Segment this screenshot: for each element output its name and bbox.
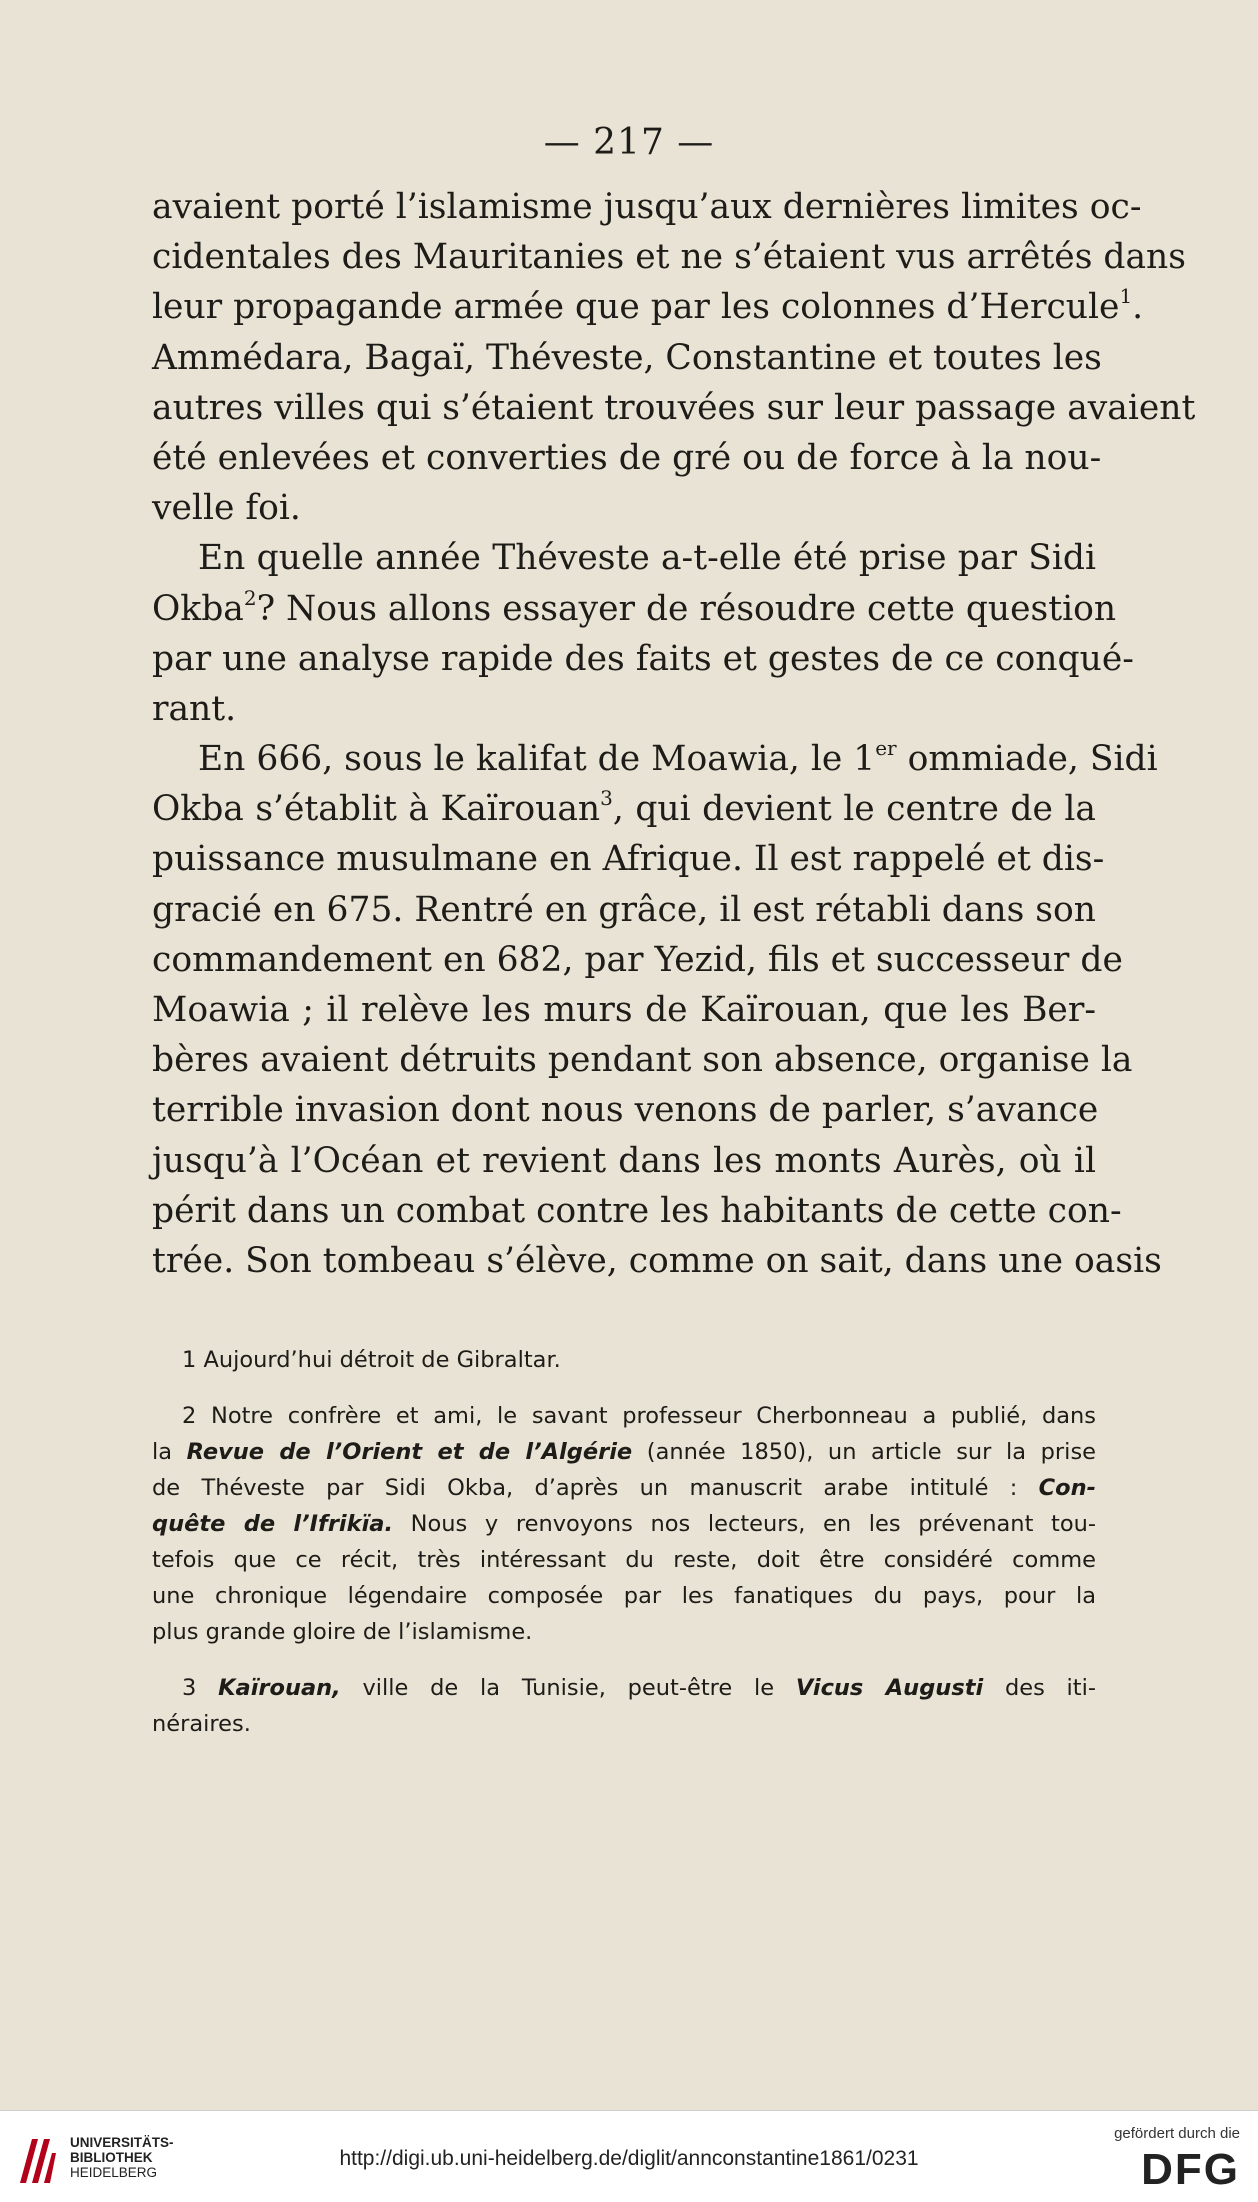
footnote-marker: 3	[600, 786, 613, 811]
footnote-line: quête de l’Ifrikïa. Nous y renvoyons nos lecteurs, en les prévenant tou-	[152, 1511, 1096, 1537]
body-line	[152, 383, 1196, 433]
page-number: — 217 —	[543, 122, 715, 163]
body-line-text: velle foi.	[152, 488, 301, 529]
body-line-text: autres villes qui s’étaient trouvées sur leur passage avaient	[152, 387, 1196, 428]
body-line-text: Okba	[152, 588, 244, 629]
funder-caption: gefördert durch die	[1114, 2125, 1240, 2142]
footnote-line: 3 Kaïrouan, ville de la Tunisie, peut-être le Vicus Augusti des iti-	[182, 1675, 1096, 1701]
body-line-text: puissance musulmane en Afrique. Il est rappelé et dis-	[152, 839, 1105, 880]
body-line	[152, 282, 1144, 332]
body-line	[152, 182, 1142, 232]
footnote-line: 1 Aujourd’hui détroit de Gibraltar.	[182, 1347, 561, 1373]
body-line-text: par une analyse rapide des faits et gestes de ce conqué-	[152, 638, 1134, 679]
footnote-line: une chronique légendaire composée par les fanatiques du pays, pour la	[152, 1583, 1096, 1609]
body-line	[152, 684, 1096, 734]
body-line	[152, 935, 1123, 985]
body-line	[152, 1186, 1122, 1236]
dfg-logo: DFG	[1141, 2145, 1240, 2194]
permalink-url[interactable]: http://digi.ub.uni-heidelberg.de/diglit/annconstantine1861/0231	[339, 2147, 919, 2170]
body-line-text: En quelle année Théveste a-t-elle été prise par Sidi	[198, 538, 1096, 579]
footnote-line: plus grande gloire de l’islamisme.	[152, 1619, 533, 1645]
body-line	[152, 1035, 1133, 1085]
body-line-text: ? Nous allons essayer de résoudre cette question	[256, 588, 1117, 629]
body-line	[152, 533, 1096, 583]
body-line-text: été enlevées et converties de gré ou de force à la nou-	[152, 437, 1102, 478]
footnote-line: de Théveste par Sidi Okba, d’après un manuscrit arabe intitulé : Con-	[152, 1475, 1096, 1501]
body-line-text: , qui devient le centre de la	[612, 789, 1097, 830]
body-line-text: Okba s’établit à Kaïrouan	[152, 789, 601, 830]
library-name-line1: UNIVERSITÄTS-	[70, 2135, 174, 2150]
body-line-text: leur propagande armée que par les colonnes d’Hercule	[152, 287, 1120, 328]
body-line	[152, 1136, 1096, 1186]
footnote-line: néraires.	[152, 1711, 251, 1737]
body-line	[152, 834, 1105, 884]
library-name-line2: BIBLIOTHEK	[70, 2150, 153, 2165]
body-line-text: .	[1132, 287, 1144, 328]
body-line-text: Ammédara, Bagaï, Théveste, Constantine et toutes les	[152, 337, 1102, 378]
body-line	[152, 885, 1096, 935]
body-line	[152, 734, 1158, 784]
body-line	[152, 333, 1102, 383]
body-line-text: commandement en 682, par Yezid, fils et successeur de	[152, 939, 1123, 980]
body-line	[152, 784, 1096, 834]
body-line-text: périt dans un combat contre les habitants de cette con-	[152, 1190, 1122, 1231]
body-line	[152, 483, 1096, 533]
body-line-text: rant.	[152, 688, 237, 729]
body-line	[152, 1236, 1162, 1286]
body-line	[152, 634, 1134, 684]
body-line-text: Moawia ; il relève les murs de Kaïrouan, que les Ber-	[152, 990, 1096, 1030]
body-line	[152, 584, 1117, 634]
footnote-line: tefois que ce récit, très intéressant du reste, doit être considéré comme	[152, 1547, 1096, 1573]
footnote-line: 2 Notre confrère et ami, le savant professeur Cherbonneau a publié, dans	[182, 1403, 1096, 1429]
footnotes	[152, 1342, 1096, 1742]
footnote-marker: 1	[1119, 284, 1133, 309]
body-line	[152, 232, 1186, 282]
footnote-line: la Revue de l’Orient et de l’Algérie (année 1850), un article sur la prise	[152, 1439, 1097, 1465]
body-line-text: En 666, sous le kalifat de Moawia, le 1	[198, 739, 876, 780]
body-line-text: trée. Son tombeau s’élève, comme on sait, dans une oasis	[152, 1240, 1162, 1281]
body-line-text: jusqu’à l’Océan et revient dans les monts Aurès, où il	[152, 1140, 1096, 1181]
viewer-footer	[0, 2110, 1258, 2202]
body-line-text: gracié en 675. Rentré en grâce, il est rétabli dans son	[152, 889, 1096, 930]
body-line	[152, 1085, 1099, 1135]
body-text	[152, 182, 1196, 1286]
footnote-marker: er	[875, 736, 897, 761]
body-line-text: cidentales des Mauritanies et ne s’étaient vus arrêtés dans	[152, 237, 1186, 278]
body-line-text: avaient porté l’islamisme jusqu’aux dernières limites oc-	[152, 187, 1142, 227]
library-name-line3: HEIDELBERG	[70, 2165, 158, 2180]
body-line-text: terrible invasion dont nous venons de parler, s’avance	[152, 1090, 1099, 1131]
body-line-text: bères avaient détruits pendant son absence, organise la	[152, 1040, 1133, 1081]
body-line-text: ommiade, Sidi	[896, 739, 1158, 780]
body-line	[152, 985, 1096, 1035]
footnote-marker: 2	[243, 585, 257, 610]
body-line	[152, 433, 1102, 483]
